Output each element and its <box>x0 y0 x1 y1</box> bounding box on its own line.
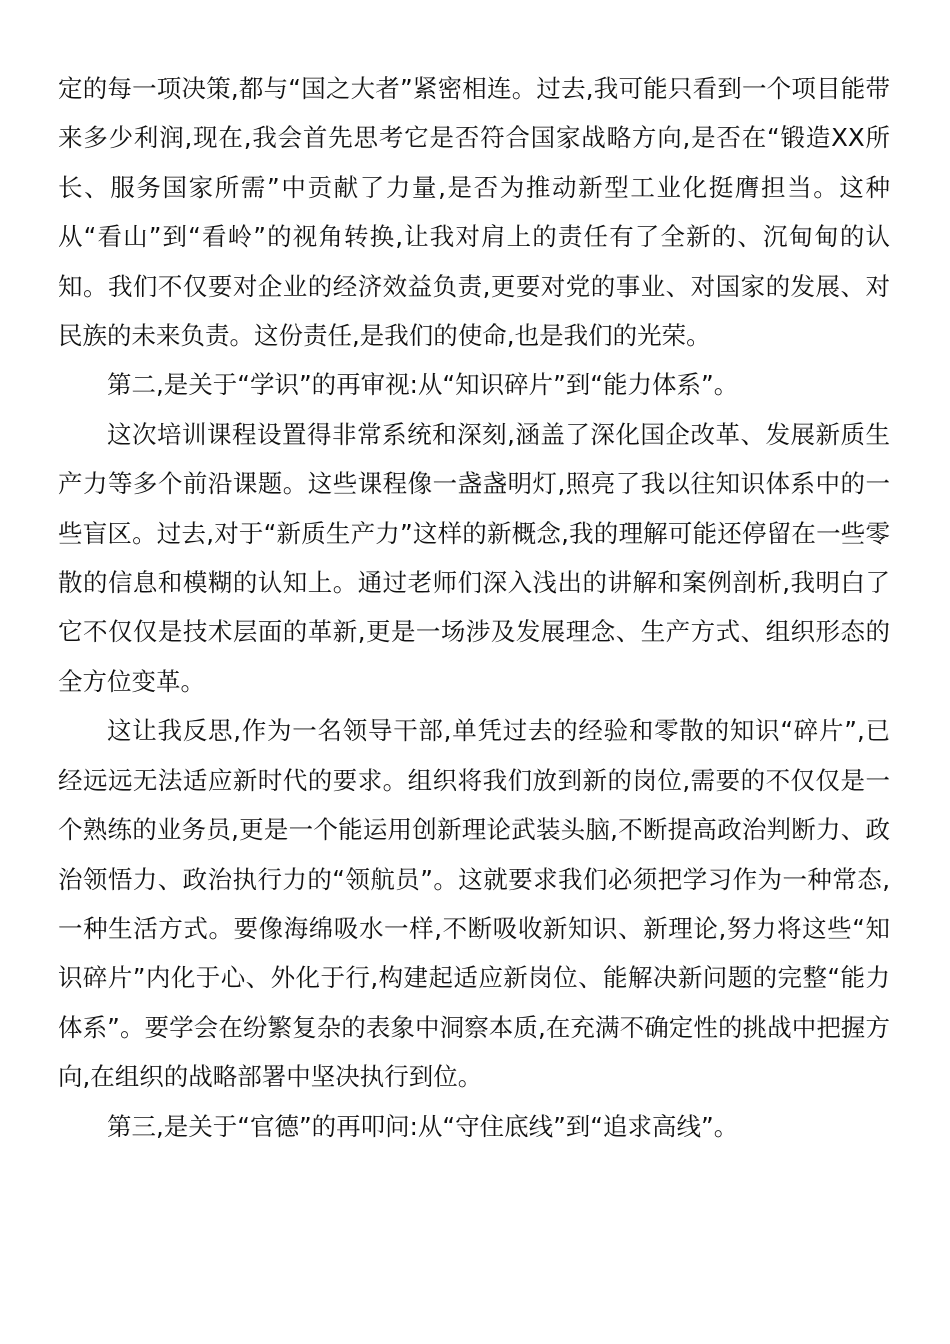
section-heading-second: 第二,是关于“学识”的再审视:从“知识碎片”到“能力体系”。 <box>107 370 739 400</box>
paragraph-training-courses: 这次培训课程设置得非常系统和深刻,涵盖了深化国企改革、发展新质生产力等多个前沿课题。这些课程像一盏盏明灯,照亮了我以往知识体系中的一些盲区。过去,对于“新质生产力”这样的新概念,我的理解可能还停留在一些零散的信息和模糊的认知上。通过老师们深入浅出的讲解和案例剖析,我明白了它不仅仅是技术层面的革新,更是一场涉及发展理念、生产方式、组织形态的全方位变革。 <box>58 419 890 696</box>
paragraph-reflection: 这让我反思,作为一名领导干部,单凭过去的经验和零散的知识“碎片”,已经远远无法适应新时代的要求。组织将我们放到新的岗位,需要的不仅仅是一个熟练的业务员,更是一个能运用创新理论武装头脑,不断提高政治判断力、政治领悟力、政治执行力的“领航员”。这就要求我们必须把学习作为一种常态,一种生活方式。要像海绵吸水一样,不断吸收新知识、新理论,努力将这些“知识碎片”内化于心、外化于行,构建起适应新岗位、能解决新问题的完整“能力体系”。要学会在纷繁复杂的表象中洞察本质,在充满不确定性的挑战中把握方向,在组织的战略部署中坚决执行到位。 <box>58 716 890 1092</box>
section-heading-third: 第三,是关于“官德”的再叩问:从“守住底线”到“追求高线”。 <box>107 1111 739 1141</box>
paragraph-responsibility-continuation: 定的每一项决策,都与“国之大者”紧密相连。过去,我可能只看到一个项目能带来多少利润,现在,我会首先思考它是否符合国家战略方向,是否在“锻造XX所长、服务国家所需”中贡献了力量,是否为推动新型工业化挺膺担当。这种从“看山”到“看岭”的视角转换,让我对肩上的责任有了全新的、沉甸甸的认知。我们不仅要对企业的经济效益负责,更要对党的事业、对国家的发展、对民族的未来负责。这份责任,是我们的使命,也是我们的光荣。 <box>58 74 890 351</box>
document-body <box>58 64 890 1151</box>
